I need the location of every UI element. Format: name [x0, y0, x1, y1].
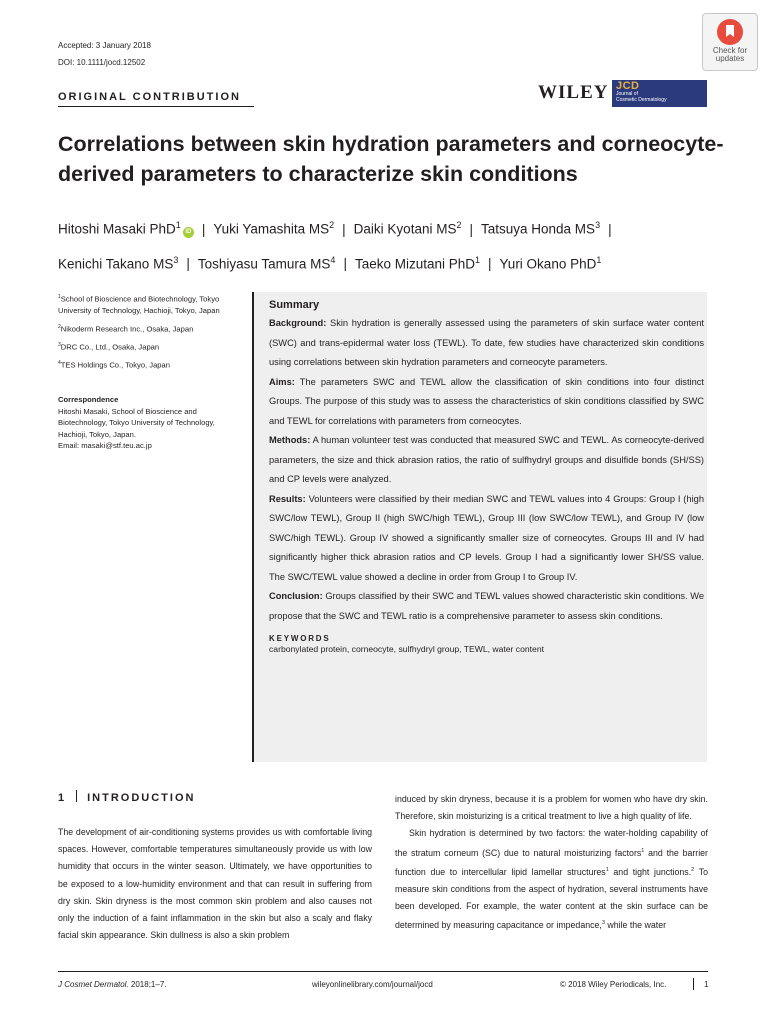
affiliation-number: 2 [58, 323, 61, 330]
author-affiliation: 1 [475, 254, 481, 265]
author-separator: | [186, 256, 190, 271]
conclusion-label: Conclusion: [269, 591, 323, 601]
footer-copyright: © 2018 Wiley Periodicals, Inc. [560, 980, 667, 989]
affiliation-item [58, 322, 233, 335]
author-separator: | [201, 221, 206, 237]
author-name[interactable]: Yuri Okano PhD [499, 256, 597, 271]
article-category: ORIGINAL CONTRIBUTION [58, 91, 241, 103]
summary-methods [269, 431, 704, 490]
summary-aims [269, 373, 704, 432]
author-affiliation: 2 [329, 220, 335, 230]
methods-text: A human volunteer test was conducted that measured SWC and TEWL. As corneocyte-derived parameters, the size and thick abrasion ratios, the ratio of sulfhydryl groups and disulfide bonds (SH/SS) and CP levels were analyzed. [269, 435, 704, 484]
summary-results [269, 490, 704, 588]
keywords-label: KEYWORDS [269, 634, 331, 643]
accepted-date: Accepted: 3 January 2018 [58, 41, 151, 50]
affiliation-item [58, 358, 233, 371]
results-text: Volunteers were classified by their median SWC and TEWL values into 4 Groups: Group I (high SWC/low TEWL), Group II (high SWC/high TEWL), Group III (low SWC/low TEWL), and Group IV (low SWC/high TEWL). Group IV showed a significantly smaller size of corneocytes. Groups III and IV had significantly higher thick abrasion ratios and CP levels. Group I had a significantly lower SH/SS value. The SWC/TEWL value showed a decline in order from Group I to Group IV. [269, 493, 704, 582]
author-affiliation: 3 [595, 220, 601, 230]
author-name[interactable]: Yuki Yamashita MS [213, 221, 330, 237]
footer-volume: 2018;1–7. [128, 980, 167, 989]
footer-divider [693, 978, 694, 990]
publisher-logo: WILEY [538, 82, 609, 103]
text-run: To measure skin conditions from the aspect of hydration, several instruments have been developed. For example, the water content at the skin surface can be determined by measuring capacitance or impedance, [395, 866, 708, 931]
methods-label: Methods: [269, 435, 311, 445]
correspondence-text: Hitoshi Masaki, School of Bioscience and Biotechnology, Tokyo University of Technology, Hachioji, Tokyo, Japan. [58, 406, 215, 439]
text-run: while the water [604, 920, 667, 931]
section-number: 1 [58, 792, 67, 804]
author-name[interactable]: Taeko Mizutani PhD [354, 256, 476, 271]
correspondence-email[interactable]: Email: masaki@stf.teu.ac.jp [58, 441, 152, 450]
check-updates-label-1: Check for [712, 46, 748, 55]
text-run: and the barrier function due to intercellular lipid lamellar structures [395, 847, 708, 877]
correspondence-heading: Correspondence [58, 395, 119, 404]
citation-ref[interactable]: 3 [601, 920, 605, 927]
aims-label: Aims: [269, 376, 295, 387]
aims-text: The parameters SWC and TEWL allow the classification of skin conditions into four distinct Groups. The purpose of this study was to assess the characteristics of skin conditions classified by SWC and TEWL for correlations with parameters from corneocytes. [269, 376, 704, 426]
author-separator: | [488, 256, 492, 271]
author-name[interactable]: Daiki Kyotani MS [353, 221, 457, 237]
affiliation-text: DRC Co., Ltd., Osaka, Japan [60, 342, 160, 352]
text-run: and tight junctions. [608, 866, 692, 877]
affiliation-number: 1 [58, 294, 61, 300]
summary-conclusion [269, 587, 704, 626]
results-label: Results: [269, 493, 306, 504]
author-list [58, 210, 748, 279]
page-number: 1 [704, 980, 709, 989]
author-affiliation: 2 [456, 220, 462, 230]
author-separator: | [469, 221, 473, 237]
author-affiliation: 4 [330, 254, 336, 265]
footer-rule [58, 971, 708, 972]
affiliation-text: School of Bioscience and Biotechnology, Tokyo University of Technology, Hachioji, Tokyo, Japan [58, 294, 220, 316]
footer-citation [58, 980, 167, 989]
citation-ref[interactable]: 2 [691, 866, 695, 873]
author-separator: | [342, 221, 346, 237]
paragraph: induced by skin dryness, because it is a problem for women who have dry skin. Therefore, skin moisturizing is a critical treatment to live a high quality of life. [395, 794, 708, 822]
check-updates-label-2: updates [715, 54, 745, 63]
background-label: Background: [269, 318, 327, 328]
citation-ref[interactable]: 1 [641, 847, 645, 854]
affiliation-text: Nikoderm Research Inc., Osaka, Japan [60, 324, 194, 334]
author-line-2 [58, 245, 748, 280]
summary-title: Summary [269, 299, 320, 311]
author-separator: | [608, 221, 612, 237]
conclusion-text: Groups classified by their SWC and TEWL values showed characteristic skin conditions. We propose that the SWC and TEWL ratio is a comprehensive parameter to assess skin conditions. [269, 591, 704, 621]
affiliations [58, 292, 233, 376]
journal-abbr: JCD [616, 80, 640, 92]
author-separator: | [343, 256, 347, 271]
citation-ref[interactable]: 1 [605, 866, 609, 873]
author-name[interactable]: Hitoshi Masaki PhD [58, 221, 176, 237]
author-affiliation: 1 [596, 254, 602, 265]
affiliation-item [58, 340, 233, 353]
journal-full-line-2: Cosmetic Dermatology [616, 97, 667, 103]
body-column-left [58, 824, 372, 944]
affiliation-number: 3 [58, 341, 61, 348]
paragraph: The development of air-conditioning systems provides us with comfortable living spaces. However, comfortable temperatures simultaneously provide us with low humidity that occurs in the winter season. Ultimately, we have opportunities to be exposed to a low-humidity environment and that can result in suffering from dry skin. Skin dryness is the most common skin problem and also causes not only the induction of a faint inflammation in the skin but also a scaly and flaky facial skin appearance. Skin dullness is also a skin problem [58, 827, 372, 941]
author-affiliation: 3 [173, 254, 179, 265]
author-name[interactable]: Tatsuya Honda MS [481, 221, 596, 237]
author-name[interactable]: Kenichi Takano MS [58, 256, 174, 271]
crossmark-icon [717, 19, 743, 45]
article-title: Correlations between skin hydration parameters and corneocyte-derived parameters to characterize skin conditions [58, 132, 724, 186]
doi[interactable]: DOI: 10.1111/jocd.12502 [58, 58, 146, 67]
affiliation-item [58, 292, 233, 317]
section-title: INTRODUCTION [87, 792, 196, 804]
footer-url[interactable]: wileyonlinelibrary.com/journal/jocd [312, 980, 433, 989]
footer-journal: J Cosmet Dermatol. [58, 980, 129, 989]
paragraph [395, 825, 708, 934]
correspondence [58, 394, 233, 452]
journal-logo [612, 80, 707, 107]
text-run: Skin hydration is determined by two factors: the water-holding capability of the stratum corneum (SC) due to natural moisturizing factors [395, 828, 708, 858]
summary-box [252, 292, 707, 762]
intro-heading [58, 790, 195, 804]
author-line-1 [58, 210, 748, 245]
body-column-right [395, 791, 708, 934]
author-affiliation: 1 [175, 220, 181, 230]
orcid-icon[interactable]: iD [183, 227, 194, 238]
check-for-updates-button[interactable] [702, 13, 758, 71]
summary-background [269, 314, 704, 373]
journal-full-line-1: Journal of [616, 91, 638, 97]
category-rule [58, 106, 254, 107]
background-text: Skin hydration is generally assessed using the parameters of skin surface water content (SWC) and trans-epidermal water loss (TEWL). To date, few studies have characterized skin conditions using correlations between skin hydration parameters and corneocyte parameters. [269, 318, 704, 367]
affiliation-number: 4 [58, 359, 61, 366]
heading-divider [76, 790, 77, 802]
affiliation-text: TES Holdings Co., Tokyo, Japan [60, 360, 170, 370]
author-name[interactable]: Toshiyasu Tamura MS [197, 256, 331, 271]
journal-full-name [616, 91, 704, 103]
keywords: carbonylated protein, corneocyte, sulfhydryl group, TEWL, water content [269, 644, 544, 654]
